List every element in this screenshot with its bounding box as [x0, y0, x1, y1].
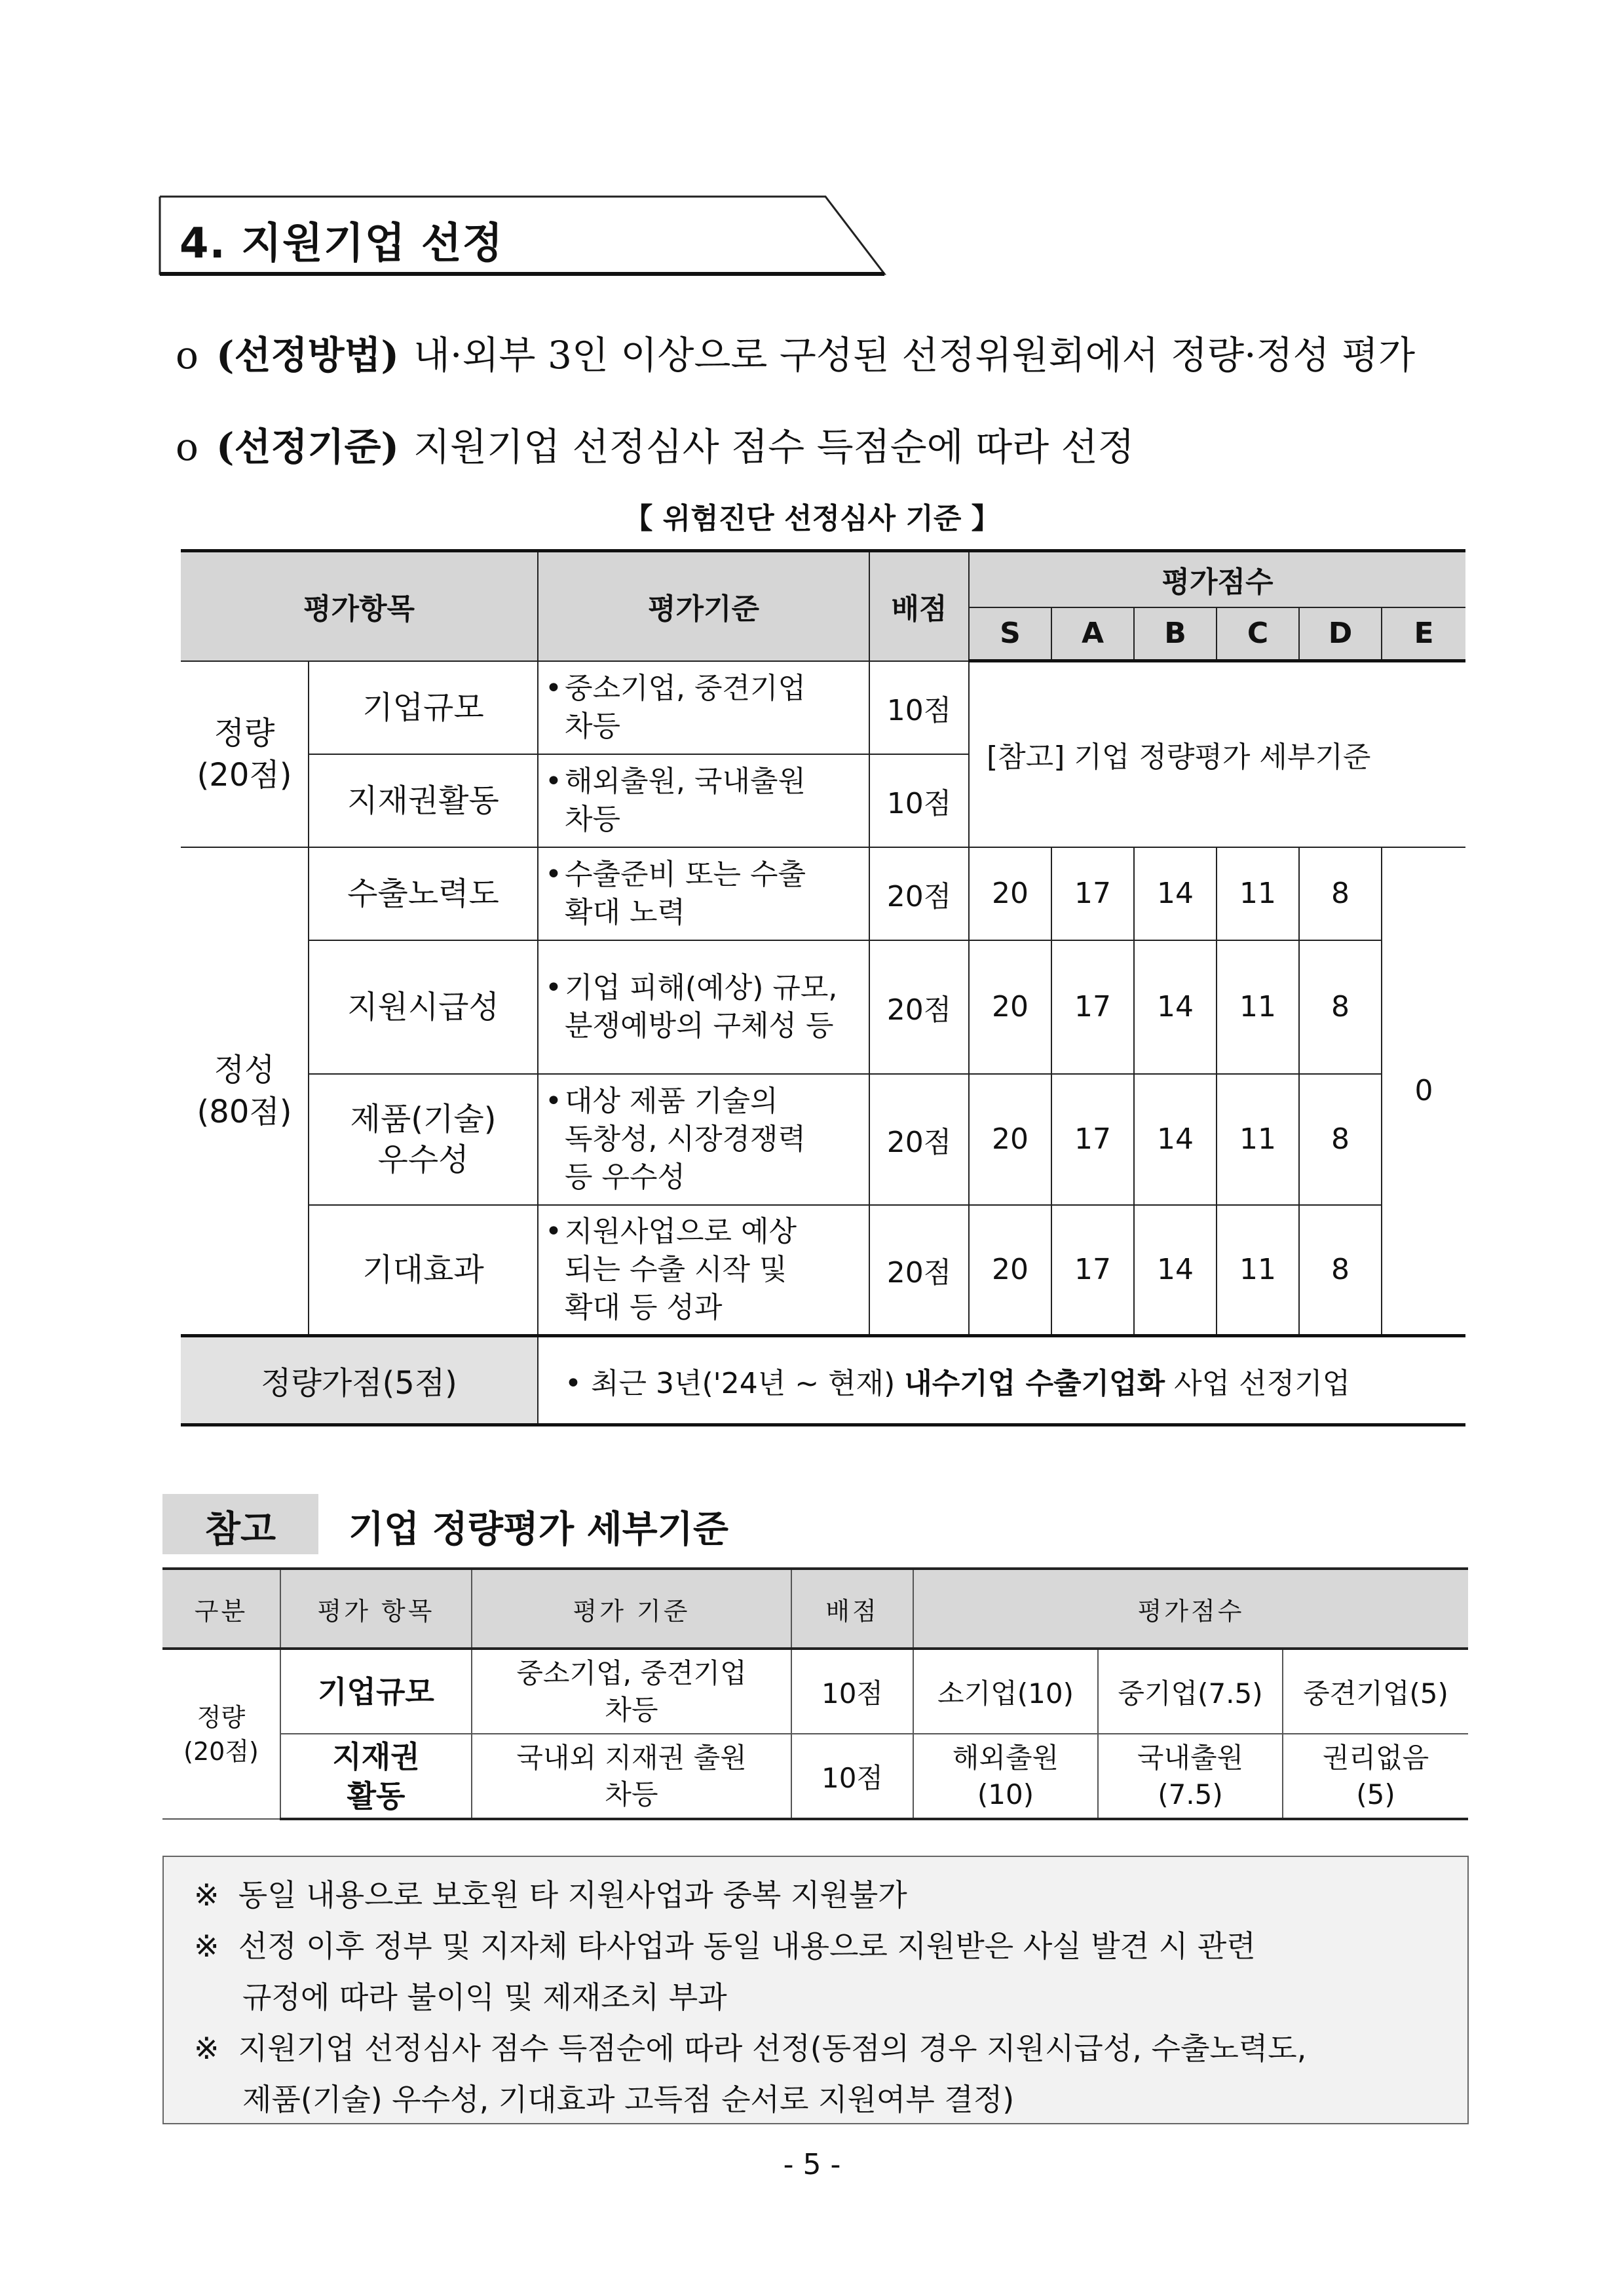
bonus-text: • 최근 3년('24년 ~ 현재) 내수기업 수출기업화 사업 선정기업: [538, 1336, 1465, 1425]
score-cell: 14: [1134, 1074, 1217, 1205]
note-2-cont: 규정에 따라 불이익 및 제재조치 부과: [242, 1980, 727, 2015]
bullet-label: (선정기준): [216, 425, 399, 469]
grade-c: C: [1217, 607, 1299, 661]
grade-b: B: [1134, 607, 1217, 661]
group-quant: 정량 (20점): [181, 661, 309, 847]
bullet-selection-method: [176, 324, 1415, 379]
header-points: 배점: [869, 551, 969, 661]
item-company-size: 기업규모: [309, 661, 538, 754]
criteria-ip-activity: 국내외 지재권 출원 차등: [472, 1734, 791, 1819]
bullet-marker: o: [176, 333, 198, 377]
score-cell: 11: [1217, 1205, 1299, 1336]
header-item: 평가 항목: [280, 1569, 472, 1649]
score-overseas: 해외출원 (10): [913, 1734, 1098, 1819]
item-urgency: 지원시급성: [309, 940, 538, 1074]
bullet-marker: o: [176, 425, 198, 469]
score-cell: 20: [969, 1205, 1051, 1336]
points-company-size: 10점: [869, 661, 969, 754]
score-cell: 11: [1217, 1074, 1299, 1205]
table1-caption: 【 위험진단 선정심사 기준 】: [624, 502, 1000, 535]
score-medium: 중기업(7.5): [1098, 1649, 1283, 1734]
reference-tag: 참고: [204, 1508, 276, 1551]
grade-e: E: [1382, 607, 1465, 661]
criteria-company-size: 중소기업, 중견기업 차등: [472, 1649, 791, 1734]
grade-d: D: [1299, 607, 1382, 661]
note-3-cont: 제품(기술) 우수성, 기대효과 고득점 순서로 지원여부 결정): [242, 2082, 1015, 2117]
e-score: 0: [1382, 847, 1465, 1336]
points-urgency: 20점: [869, 940, 969, 1074]
score-cell: 17: [1051, 1205, 1134, 1336]
section-header: [159, 195, 887, 277]
bullet-label: (선정방법): [216, 333, 399, 377]
note-2: ※ 선정 이후 정부 및 지자체 타사업과 동일 내용으로 지원받은 사실 발견 시 관련: [194, 1928, 1256, 1964]
item-expected-effect: 기대효과: [309, 1205, 538, 1336]
item-product-excellence: 제품(기술) 우수성: [309, 1074, 538, 1205]
points-company-size: 10점: [791, 1649, 913, 1734]
section-title: 4. 지원기업 선정: [179, 220, 504, 268]
reference-title: 기업 정량평가 세부기준: [349, 1508, 728, 1551]
points-ip-activity: 10점: [869, 754, 969, 847]
points-product-excellence: 20점: [869, 1074, 969, 1205]
criteria-urgency: •기업 피해(예상) 규모, 분쟁예방의 구체성 등: [538, 940, 869, 1074]
score-cell: 8: [1299, 1074, 1382, 1205]
points-expected-effect: 20점: [869, 1205, 969, 1336]
score-cell: 8: [1299, 940, 1382, 1074]
criteria-product-excellence: •대상 제품 기술의 독창성, 시장경쟁력 등 우수성: [538, 1074, 869, 1205]
criteria-export-effort: •수출준비 또는 수출 확대 노력: [538, 847, 869, 940]
score-cell: 14: [1134, 1205, 1217, 1336]
page-number: - 5 -: [783, 2148, 841, 2181]
points-ip-activity: 10점: [791, 1734, 913, 1819]
header-scores: 평가점수: [969, 551, 1465, 607]
criteria-ip-activity: •해외출원, 국내출원 차등: [538, 754, 869, 847]
score-domestic: 국내출원 (7.5): [1098, 1734, 1283, 1819]
score-none: 권리없음 (5): [1283, 1734, 1468, 1819]
header-scores: 평가점수: [913, 1569, 1468, 1649]
evaluation-criteria-table: [181, 549, 1465, 1426]
note-3: ※ 지원기업 선정심사 점수 득점순에 따라 선정(동점의 경우 지원시급성, 수출노력도,: [194, 2031, 1307, 2066]
score-cell: 8: [1299, 1205, 1382, 1336]
header-division: 구분: [162, 1569, 280, 1649]
score-midsize: 중견기업(5): [1283, 1649, 1468, 1734]
bullet-selection-criteria: [176, 416, 1135, 471]
item-ip-activity: 지재권활동: [309, 754, 538, 847]
grade-a: A: [1051, 607, 1134, 661]
criteria-expected-effect: •지원사업으로 예상 되는 수출 시작 및 확대 등 성과: [538, 1205, 869, 1336]
score-cell: 20: [969, 1074, 1051, 1205]
score-cell: 20: [969, 847, 1051, 940]
note-1: ※ 동일 내용으로 보호원 타 지원사업과 중복 지원불가: [194, 1877, 907, 1913]
score-cell: 17: [1051, 940, 1134, 1074]
quant-detail-table: [162, 1567, 1468, 1820]
criteria-company-size: •중소기업, 중견기업 차등: [538, 661, 869, 754]
item-ip-activity: 지재권 활동: [280, 1734, 472, 1819]
score-cell: 11: [1217, 940, 1299, 1074]
points-export-effort: 20점: [869, 847, 969, 940]
score-cell: 8: [1299, 847, 1382, 940]
score-small: 소기업(10): [913, 1649, 1098, 1734]
bullet-text: 내·외부 3인 이상으로 구성된 선정위원회에서 정량·정성 평가: [413, 333, 1416, 377]
score-cell: 17: [1051, 847, 1134, 940]
score-cell: 20: [969, 940, 1051, 1074]
score-cell: 17: [1051, 1074, 1134, 1205]
score-cell: 14: [1134, 847, 1217, 940]
grade-s: S: [969, 607, 1051, 661]
item-company-size: 기업규모: [280, 1649, 472, 1734]
score-cell: 11: [1217, 847, 1299, 940]
header-item: 평가항목: [181, 551, 538, 661]
item-export-effort: 수출노력도: [309, 847, 538, 940]
header-points: 배점: [791, 1569, 913, 1649]
bullet-text: 지원기업 선정심사 점수 득점순에 따라 선정: [413, 425, 1135, 469]
score-cell: 14: [1134, 940, 1217, 1074]
quant-reference-note: [참고] 기업 정량평가 세부기준: [969, 661, 1465, 847]
group-qual: 정성 (80점): [181, 847, 309, 1336]
group-quant: 정량 (20점): [162, 1649, 280, 1819]
bonus-label: 정량가점(5점): [181, 1336, 538, 1425]
header-criteria: 평가기준: [538, 551, 869, 661]
header-criteria: 평가 기준: [472, 1569, 791, 1649]
